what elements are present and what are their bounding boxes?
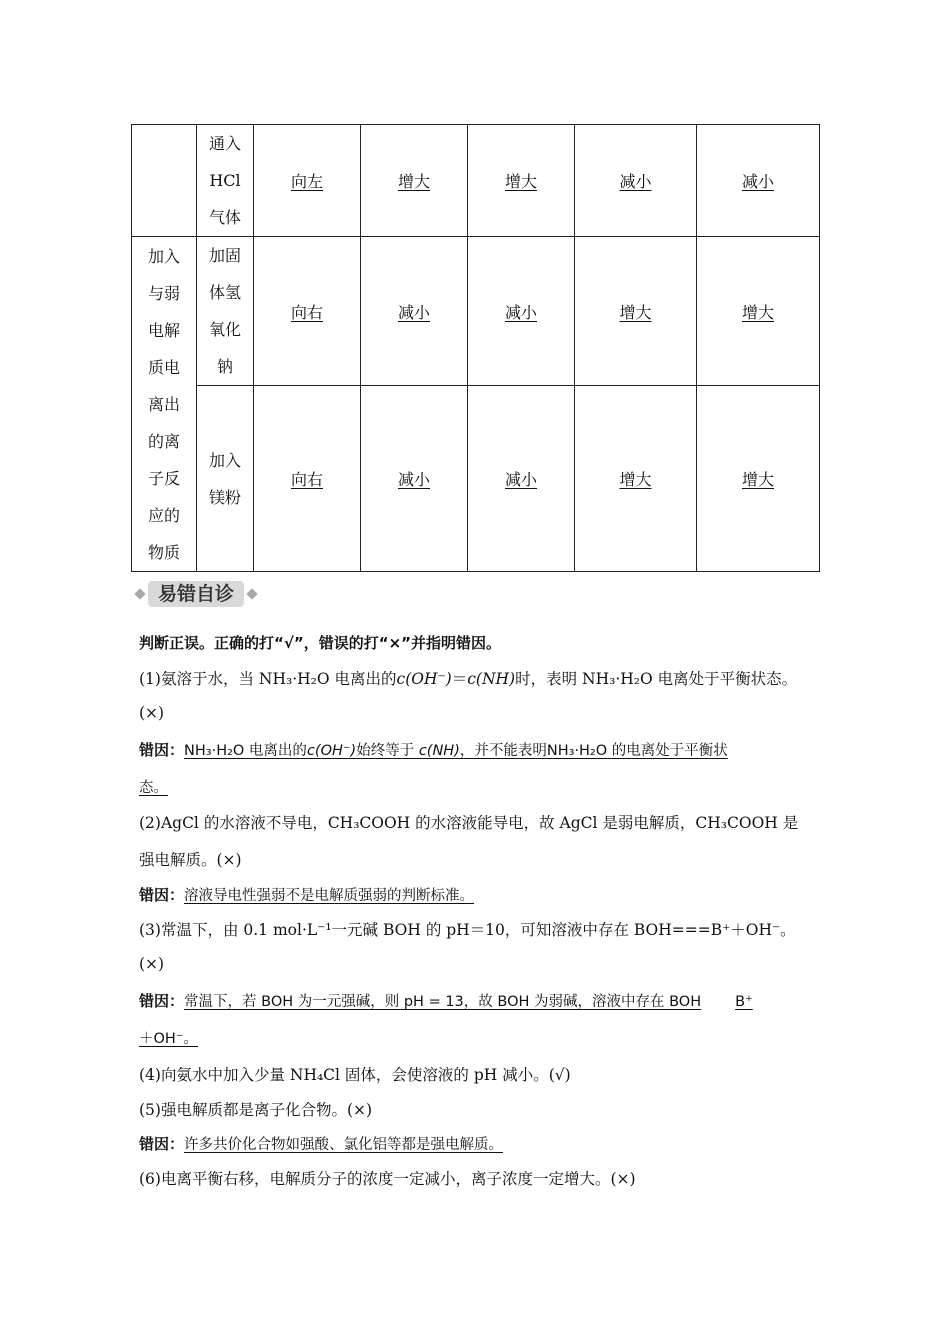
- table-value: 增大: [741, 302, 774, 322]
- reason-3: 错因：常温下，若 BOH 为一元强碱，则 pH = 13，故 BOH 为弱碱，溶液中存在 BOH B⁺: [139, 992, 753, 1010]
- table-row: [132, 125, 820, 237]
- empty-cell: [132, 125, 197, 237]
- question-5: (5)强电解质都是离子化合物。(×): [139, 1101, 373, 1119]
- table-value: 增大: [741, 470, 774, 489]
- reason-label: 错因：: [139, 886, 185, 904]
- method-cell: 加入 镁粉: [197, 386, 254, 572]
- reason-1-cont: 态。: [139, 780, 168, 796]
- question-3-mark: (×): [139, 955, 165, 973]
- table-value: 增大: [397, 172, 430, 191]
- question-1: (1)氨溶于水，当 NH₃·H₂O 电离出的c(OH⁻)＝c(NH)时，表明 NH₃·H₂O 电离处于平衡状态。: [139, 670, 798, 688]
- table-value: 减小: [397, 470, 430, 489]
- method-cell: 通入 HCl 气体: [197, 125, 254, 237]
- table-value: 减小: [504, 470, 537, 489]
- question-2: (2)AgCl 的水溶液不导电，CH₃COOH 的水溶液能导电，故 AgCl 是弱电解质，CH₃COOH 是: [139, 814, 799, 832]
- shift-direction: 向右: [290, 470, 323, 489]
- table-value: 减小: [741, 172, 774, 191]
- section-title: 易错自诊: [148, 581, 244, 607]
- shift-direction: 向右: [290, 302, 323, 322]
- table-value: 减小: [619, 172, 652, 191]
- table-value: 增大: [504, 172, 537, 191]
- section-badge: [136, 580, 256, 608]
- question-6: (6)电离平衡右移，电解质分子的浓度一定减小，离子浓度一定增大。(×): [139, 1170, 636, 1188]
- reason-5: 错因：许多共价化合物如强酸、氯化铝等都是强电解质。: [139, 1135, 504, 1153]
- question-1-mark: (×): [139, 704, 165, 722]
- group-label-cell: 加入 与弱 电解 质电 离出 的离 子反 应的 物质: [132, 237, 197, 572]
- question-2-cont: 强电解质。(×): [139, 851, 242, 869]
- equilibrium-table: [131, 124, 820, 572]
- shift-direction: 向左: [290, 172, 323, 191]
- reason-2: 错因：溶液导电性强弱不是电解质强弱的判断标准。: [139, 886, 475, 904]
- reason-label: 错因：: [139, 1135, 185, 1153]
- method-cell: 加固 体氢 氧化 钠: [197, 237, 254, 386]
- question-3: (3)常温下，由 0.1 mol·L⁻¹一元碱 BOH 的 pH＝10，可知溶液中存在 BOH===B⁺＋OH⁻。: [139, 921, 796, 939]
- diamond-icon: [134, 588, 145, 599]
- diamond-icon: [246, 588, 257, 599]
- reason-1: 错因：NH₃·H₂O 电离出的c(OH⁻)始终等于 c(NH)，并不能表明NH₃·H₂O 的电离处于平衡状: [139, 741, 728, 759]
- question-4: (4)向氨水中加入少量 NH₄Cl 固体，会使溶液的 pH 减小。(√): [139, 1066, 571, 1084]
- reason-3-cont: ＋OH⁻。: [139, 1031, 198, 1047]
- table-value: 增大: [619, 470, 652, 489]
- reason-label: 错因：: [139, 741, 185, 759]
- instruction: 判断正误。正确的打“√”，错误的打“×”并指明错因。: [139, 634, 502, 652]
- reason-label: 错因：: [139, 992, 185, 1010]
- table-value: 增大: [619, 302, 652, 322]
- table-value: 减小: [397, 302, 430, 322]
- table-row: [132, 386, 820, 572]
- table-value: 减小: [504, 302, 537, 322]
- table-row: [132, 237, 820, 386]
